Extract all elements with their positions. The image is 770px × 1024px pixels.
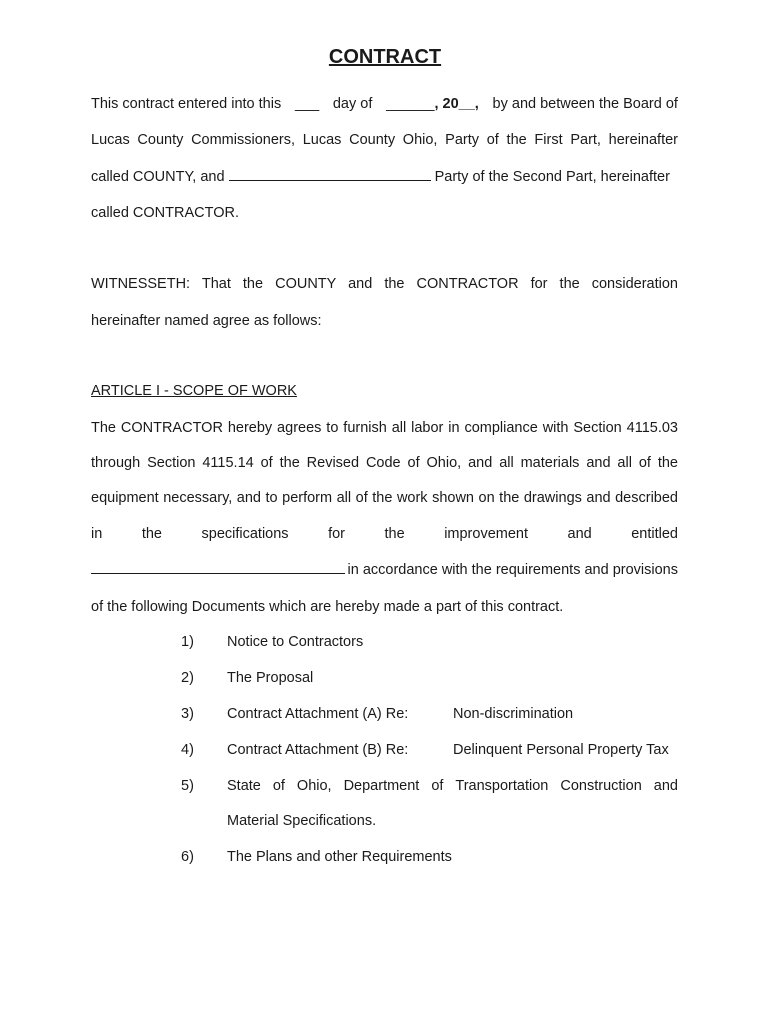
list-item-number: 5): [181, 778, 194, 794]
witness-line-1: WITNESSETH: That the COUNTY and the CONTRACTOR for the consideration: [91, 276, 678, 292]
year-blank: , 20__,: [434, 96, 479, 112]
word: in: [91, 526, 103, 542]
word: of: [272, 778, 285, 794]
word: State: [227, 778, 261, 794]
intro-text: called COUNTY, and: [91, 169, 225, 185]
word: of: [431, 778, 444, 794]
intro-line-1: [91, 94, 678, 114]
list-item-number: 2): [181, 670, 194, 686]
article-line-5: [91, 560, 678, 580]
word: the: [141, 526, 162, 542]
word: the: [384, 526, 405, 542]
list-item-number: 6): [181, 849, 194, 865]
article-line-1: The CONTRACTOR hereby agrees to furnish all labor in compliance with Section 4115.03: [91, 420, 678, 436]
word: Department: [343, 778, 420, 794]
intro-text: Party of the Second Part, hereinafter: [434, 169, 670, 185]
intro-line-3: [91, 167, 678, 187]
list-item-text: The Plans and other Requirements: [227, 849, 452, 865]
list-item-value: Non-discrimination: [453, 706, 574, 722]
intro-line-4: called CONTRACTOR.: [91, 205, 239, 221]
word: and: [653, 778, 678, 794]
day-blank: ___: [294, 96, 320, 112]
word: Transportation: [455, 778, 549, 794]
word: entitled: [631, 526, 678, 542]
word: and: [567, 526, 592, 542]
contractor-name-blank: [229, 167, 431, 181]
list-item-value: Delinquent Personal Property Tax: [453, 742, 669, 758]
list-item-number: 1): [181, 634, 194, 650]
article-text: in accordance with the requirements and provisions: [347, 562, 678, 578]
intro-text: by and between the Board of: [492, 96, 678, 112]
article-line-4: [91, 524, 678, 544]
list-item-text: The Proposal: [227, 670, 314, 686]
list-item-text: [227, 776, 678, 796]
word: improvement: [444, 526, 528, 542]
intro-text: day of: [332, 96, 373, 112]
list-item-number: 3): [181, 706, 194, 722]
word: specifications: [201, 526, 289, 542]
article-line-2: through Section 4115.14 of the Revised Code of Ohio, and all materials and all of the: [91, 455, 678, 471]
list-item-number: 4): [181, 742, 194, 758]
list-item-text: Contract Attachment (A) Re:: [227, 706, 409, 722]
list-item-text: Contract Attachment (B) Re:: [227, 742, 409, 758]
list-item-text-continued: Material Specifications.: [227, 813, 377, 829]
list-item-text: Notice to Contractors: [227, 634, 364, 650]
article-line-3: equipment necessary, and to perform all of the work shown on the drawings and described: [91, 490, 678, 506]
word: for: [328, 526, 345, 542]
project-title-blank: [91, 560, 345, 574]
article-line-6: of the following Documents which are hereby made a part of this contract.: [91, 599, 564, 615]
contract-title: CONTRACT: [328, 46, 442, 68]
month-blank: ______: [386, 96, 435, 112]
article-heading: ARTICLE I - SCOPE OF WORK: [91, 383, 297, 399]
intro-line-2: Lucas County Commissioners, Lucas County Ohio, Party of the First Part, hereinafter: [91, 132, 678, 148]
word: Ohio,: [296, 778, 332, 794]
intro-text: This contract entered into this: [91, 96, 282, 112]
witness-line-2: hereinafter named agree as follows:: [91, 313, 322, 329]
word: Construction: [560, 778, 642, 794]
